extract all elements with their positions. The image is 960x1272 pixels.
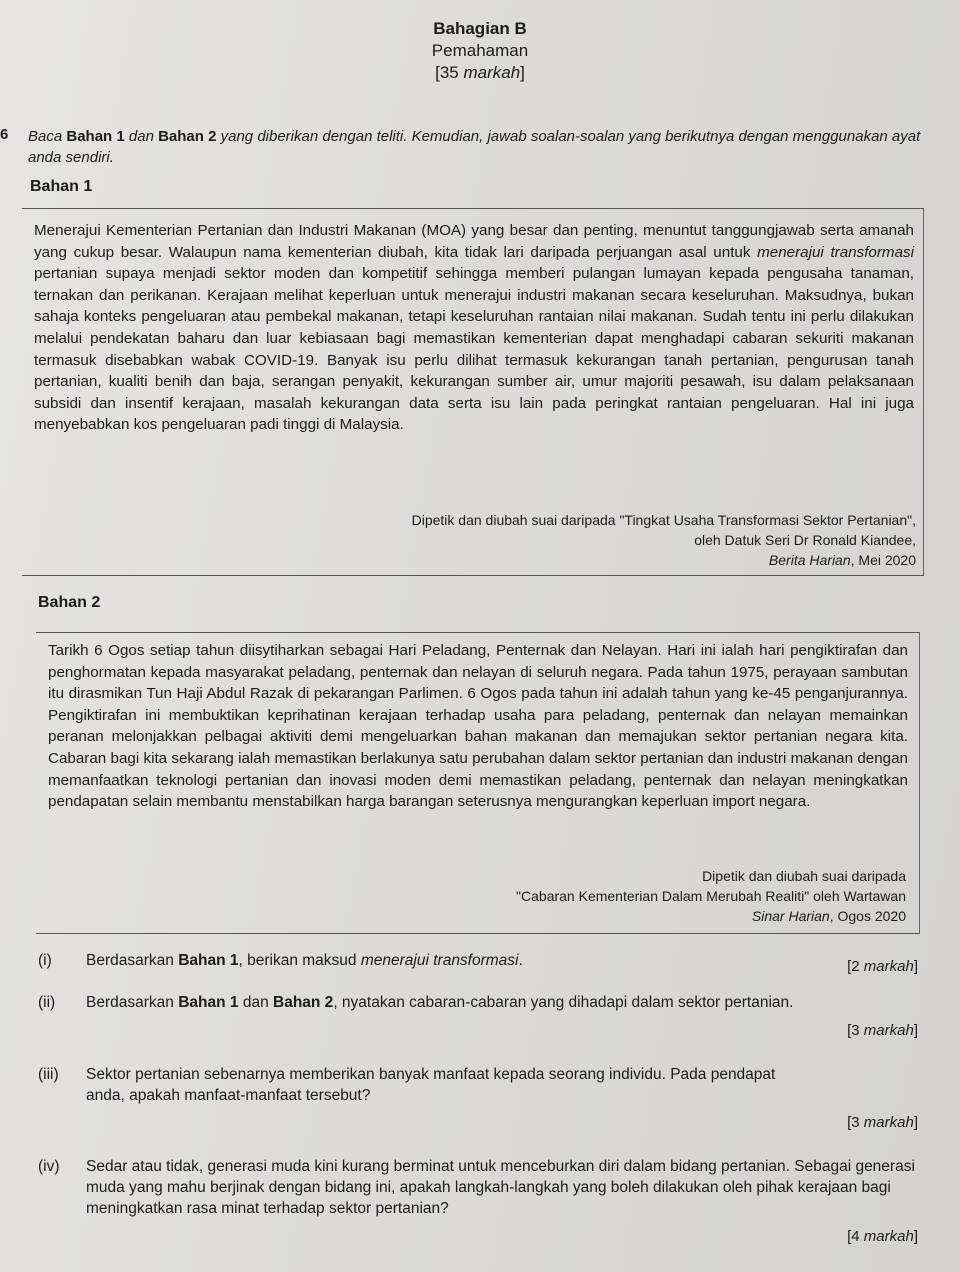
- question-iv-marks-close: ]: [913, 1228, 918, 1245]
- bahan1-source-line3: [216, 550, 916, 570]
- question-iii-text: Sektor pertanian sebenarnya memberikan banyak manfaat kepada seorang individu. Pada pendapat anda, apakah manfaat-manfaat tersebut?: [86, 1066, 776, 1104]
- instruction-bold: Bahan 2: [158, 128, 217, 145]
- section-marks-word: markah: [463, 63, 521, 82]
- question-ii-post: , nyatakan cabaran-cabaran yang dihadapi dalam sektor pertanian.: [333, 994, 794, 1011]
- section-header: [380, 18, 580, 84]
- bahan1-text-a: Menerajui Kementerian Pertanian dan Industri Makanan (MOA) yang besar dan penting, menuntut tanggungjawab serta amanah yang cukup besar. Walaupun nama kementerian diubah, kita tidak lari daripada perjuangan asal untuk: [34, 222, 914, 261]
- question-i-italic: menerajui transformasi: [360, 952, 519, 969]
- bahan2-source: [206, 866, 906, 926]
- question-ii-bold: Bahan 1: [178, 994, 239, 1011]
- question-ii-pre: Berdasarkan: [86, 994, 179, 1011]
- bahan1-source: [216, 510, 916, 570]
- question-ii-marks-close: ]: [913, 1022, 918, 1039]
- bahan2-label: Bahan 2: [38, 594, 101, 611]
- bahan1-source-date: , Mei 2020: [850, 552, 916, 568]
- instruction-part: Baca: [28, 128, 67, 145]
- question-ii-bold: Bahan 2: [273, 994, 334, 1011]
- question-iii-marks: [847, 1114, 918, 1131]
- instruction-bold: Bahan 1: [66, 128, 125, 145]
- question-ii-number: (ii): [38, 994, 56, 1011]
- question-ii-mid: dan: [238, 994, 273, 1011]
- question-i-marks-close: ]: [913, 958, 918, 975]
- question-iv-marks-open: [4: [847, 1228, 864, 1245]
- question-iii-marks-open: [3: [847, 1114, 864, 1131]
- question-i-marks: [847, 958, 918, 975]
- question-iii-marks-close: ]: [913, 1114, 918, 1131]
- bahan1-text-b: pertanian supaya menjadi sektor moden dan kompetitif sehingga memberi pulangan lumayan kepada pengusaha tanaman, ternakan dan perikanan. Kerajaan melihat keperluan untuk menerajui industri makanan secara keseluruhan. Maksudnya, bukan sahaja konteks pengeluaran atau pembekal makanan, tetapi keseluruhan rantaian nilai makanan. Sudah tentu ini perlu dilakukan melalui pendekatan baharu dan luar kebiasaan bagi memastikan kementerian dapat menghadapi cabaran sekuriti makanan termasuk disebabkan wabak COVID-19. Banyak isu perlu dilihat termasuk kekurangan tanah pertanian, pengurusan tanah pertanian, kualiti benih dan baja, serangan penyakit, kekurangan sumber air, umur majoriti pesawah, isu dalam pelaksanaan subsidi dan insentif kerajaan, masalah kekurangan data serta isu lain pada peringkat rantaian pengeluaran. Hal ini juga menyebabkan kos pengeluaran padi tinggi di Malaysia.: [34, 265, 914, 434]
- question-number: 6: [0, 126, 9, 143]
- bahan1-source-pub: Berita Harian: [768, 552, 851, 568]
- question-ii-marks-open: [3: [847, 1022, 864, 1039]
- bahan1-text-italic: menerajui transformasi: [757, 243, 914, 261]
- question-iv-marks: [847, 1228, 918, 1245]
- bahan2-source-pub: Sinar Harian: [751, 908, 830, 924]
- question-i-post: .: [518, 952, 523, 969]
- section-title: Bahagian B: [433, 19, 527, 38]
- section-marks-open: [35: [435, 63, 464, 82]
- bahan2-source-line2: "Cabaran Kementerian Dalam Merubah Realiti" oleh Wartawan: [516, 888, 906, 904]
- question-i-marks-word: markah: [863, 958, 914, 975]
- question-ii-marks-word: markah: [863, 1022, 914, 1039]
- bahan2-source-line1: Dipetik dan diubah suai daripada: [702, 868, 906, 884]
- question-iv-text: Sedar atau tidak, generasi muda kini kurang berminat untuk menceburkan diri dalam bidang pertanian. Sebagai generasi muda yang mahu berjinak dengan bidang ini, apakah langkah-langkah yang boleh dilakukan oleh pihak kerajaan bagi meningkatkan rasa minat terhadap sektor pertanian?: [86, 1158, 915, 1217]
- question-iii-number: (iii): [38, 1066, 59, 1083]
- question-i-pre: Berdasarkan: [86, 952, 179, 969]
- question-i-text: [86, 950, 926, 971]
- question-i-marks-open: [2: [847, 958, 864, 975]
- question-iv-number: (iv): [38, 1158, 60, 1175]
- question-iv-marks-word: markah: [863, 1228, 914, 1245]
- bahan2-source-date: , Ogos 2020: [829, 908, 906, 924]
- bahan2-source-line3: [206, 906, 906, 926]
- bahan1-source-line2: oleh Datuk Seri Dr Ronald Kiandee,: [694, 532, 916, 548]
- instruction-part: dan: [124, 128, 159, 145]
- bahan1-source-line1: Dipetik dan diubah suai daripada "Tingkat Usaha Transformasi Sektor Pertanian",: [411, 512, 916, 528]
- instruction: [28, 126, 928, 168]
- section-subtitle: Pemahaman: [431, 41, 529, 60]
- question-iii-marks-word: markah: [863, 1114, 914, 1131]
- question-i-number: (i): [38, 952, 52, 969]
- question-i-mid: , berikan maksud: [238, 952, 361, 969]
- instruction-part: yang diberikan dengan teliti. Kemudian, jawab soalan-soalan yang berikutnya dengan menggunakan ayat anda sendiri.: [28, 128, 921, 166]
- question-ii-text: [86, 992, 926, 1013]
- bahan1-text: [34, 220, 914, 436]
- question-ii-marks: [847, 1022, 918, 1039]
- section-marks-close: ]: [520, 63, 525, 82]
- bahan1-label: Bahan 1: [30, 178, 93, 195]
- question-i-bold: Bahan 1: [178, 952, 239, 969]
- section-marks: [380, 62, 580, 84]
- bahan2-text: Tarikh 6 Ogos setiap tahun diisytiharkan sebagai Hari Peladang, Penternak dan Nelayan. Hari ini ialah hari pengiktirafan dan penghormatan kepada masyarakat peladang, penternak dan nelayan di seluruh negara. Pada tahun 1975, perayaan sambutan itu dirasmikan Tun Haji Abdul Razak di pekarangan Parlimen. 6 Ogos pada tahun ini adalah tahun yang ke-45 penganjurannya. Pengiktirafan ini membuktikan keprihatinan kerajaan terhadap usaha para peladang, penternak dan nelayan memainkan peranan melonjakkan pelbagai aktiviti demi mengeluarkan bahan makanan dan memajukan sektor pertanian negara kita. Cabaran bagi kita sekarang ialah memastikan berlakunya satu perubahan dalam sektor pertanian dan industri makanan dengan memanfaatkan teknologi pertanian dan inovasi moden demi memastikan peladang, penternak dan nelayan meningkatkan pendapatan selain membantu menstabilkan harga barangan seterusnya mengurangkan keperluan import negara.: [48, 642, 908, 811]
